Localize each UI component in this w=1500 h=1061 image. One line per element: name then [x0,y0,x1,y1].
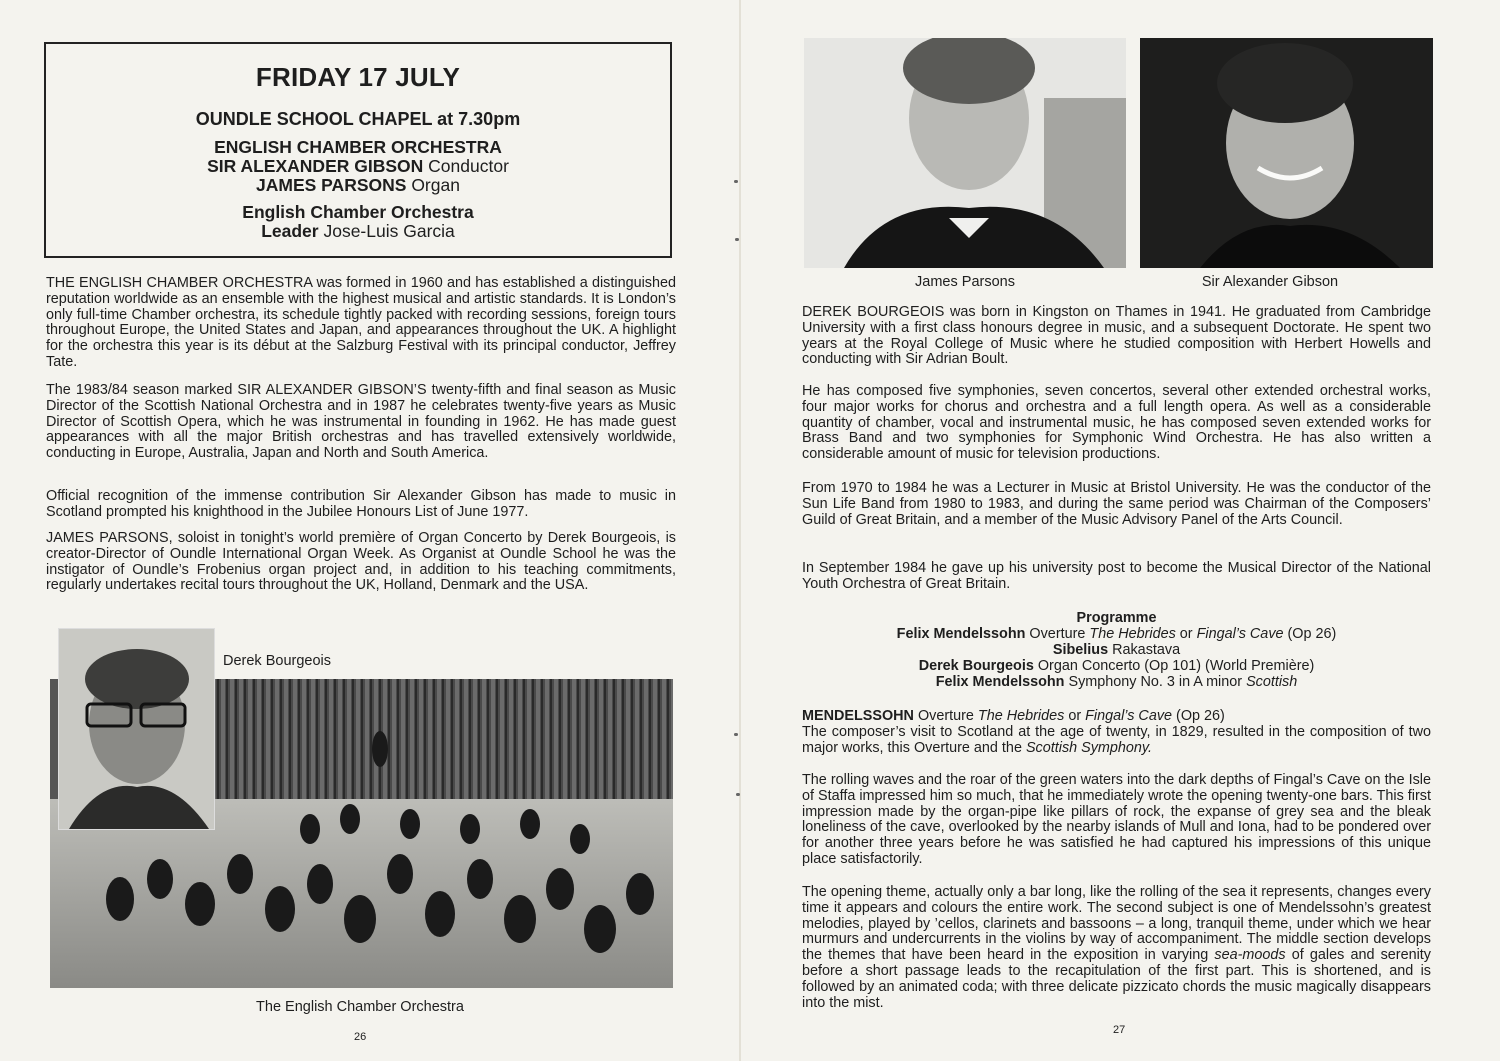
concert-header-box [44,42,672,258]
theme-text-em: sea-moods [1214,947,1286,964]
notes-heading: MENDELSSOHN [802,708,914,724]
notes-h-or: or [1068,708,1082,724]
binding-mark [736,793,740,796]
bourgeois-photo-image [59,629,214,829]
gibson-paragraph: The 1983/84 season marked SIR ALEXANDER GIBSON’S twenty-fifth and final season as Music Director of the Scottish National Orchestra and in 1987 he celebrates twenty-five years as Music Director of Scottish Opera, which he was instrumental in founding in 1962. He has made guest appearances with all the major British orchestras and has travelled extensively worldwide, conducting in Europe, Australia, Japan and North and South America. [46,382,676,462]
item2-composer: Sibelius [1052,642,1109,658]
ensemble-name: English Chamber Orchestra [242,202,474,222]
orchestra-caption: The English Chamber Orchestra [256,999,464,1015]
item1-title1: The Hebrides [1089,626,1176,642]
fingals-cave-paragraph: The rolling waves and the roar of the green waters into the dark depths of Fingal’s Cave on the Isle of Staffa impressed him so much, that he immediately wrote the opening twenty-one bars. This first impression made by the organ-pipe like pillars of rock, the expanse of grey sea and the bleak loneliness of the cave, overlooked by the nearby islands of Mull and Iona, had to be pondered over for another three years before he was satisfied he had captured his impressions of this unique place satisfactorily. [802,772,1431,867]
bourgeois-photo [58,628,215,830]
notes-intro-title: Scottish Symphony. [1025,739,1153,756]
item1-pre: Overture [1029,626,1086,642]
item1-or: or [1179,626,1193,642]
item3-composer: Derek Bourgeois [918,658,1034,674]
conductor-role: Conductor [428,156,509,176]
item4-subtitle: Scottish [1246,674,1298,690]
knighthood-paragraph: Official recognition of the immense contribution Sir Alexander Gibson has made to music in Scotland prompted his knighthood in the Jubilee Honours List of June 1977. [46,488,676,520]
orchestra-name: ENGLISH CHAMBER ORCHESTRA [214,137,502,157]
item1-opus: (Op 26) [1287,626,1337,642]
parsons-caption: James Parsons [915,274,1015,290]
concert-venue: OUNDLE SCHOOL CHAPEL at 7.30pm [195,109,521,129]
concert-date-title: FRIDAY 17 JULY [255,62,461,92]
leader-name: Jose-Luis Garcia [323,221,455,241]
programme-item-3 [802,658,1431,674]
item1-composer: Felix Mendelssohn [896,626,1026,642]
theme-text-a: The opening theme, actually only a bar long, like the rolling of the sea it represents, changes every time it appears and colours the entire work. The second subject is one of Mendelssohn’s greatest melodies, played by ’cellos, clarinets and bassoons – a long, tranquil theme, under which we hear murmurs and undercurrents in the violins by way of accompaniment. The middle section develops the themes that have been heard in the exposition in varying [802,884,1431,964]
parsons-photo [804,38,1126,268]
page-number-right: 27 [1113,1024,1126,1036]
parsons-photo-image [804,38,1126,268]
programme-item-1 [802,626,1431,642]
page-number-left: 26 [354,1031,367,1043]
notes-h-opus: (Op 26) [1176,708,1225,724]
notes-h-pre: Overture [917,708,974,724]
item3-work: Organ Concerto (Op 101) (World Première) [1037,658,1315,674]
gibson-photo [1140,38,1433,268]
compositions-paragraph: He has composed five symphonies, seven concertos, several other extended orchestral works, four major works for chorus and orchestra and a full length opera. As well as a considerable quantity of chamber, vocal and instrumental music, he has composed seven extended works for Brass Band and two symphonies for Symphonic Wind Orchestra. He has also written a considerable amount of music for television productions. [802,383,1431,463]
programme-heading: Programme [1076,610,1157,626]
notes-h-title2: Fingal’s Cave [1085,708,1173,724]
gibson-caption: Sir Alexander Gibson [1201,274,1339,290]
item2-work: Rakastava [1112,642,1181,658]
organist-name: JAMES PARSONS [256,175,407,195]
parsons-paragraph: JAMES PARSONS, soloist in tonight’s world première of Organ Concerto by Derek Bourgeois, is creator-Director of Oundle International Organ Week. As Organist at Oundle School he was the instigator of Oundle’s Frobenius organ project and, in addition to his teaching commitments, regularly undertakes recital tours throughout the UK, Holland, Denmark and the USA. [46,530,676,594]
leader-label: Leader [261,221,319,241]
item1-title2: Fingal’s Cave [1196,626,1284,642]
programme-item-4 [802,674,1431,690]
mendelssohn-intro [802,709,1431,756]
leader-line [46,222,670,241]
item4-work: Symphony No. 3 in A minor [1068,674,1243,690]
bourgeois-bio-paragraph: DEREK BOURGEOIS was born in Kingston on Thames in 1941. He graduated from Cambridge University with a first class honours degree in music, and a subsequent Doctorate. He spent two years at the Royal College of Music where he studied composition with Herbert Howells and conducting with Sir Adrian Boult. [802,304,1431,368]
organist-role: Organ [411,175,460,195]
notes-h-title1: The Hebrides [977,708,1065,724]
conductor-line [46,157,670,176]
opening-theme-paragraph [802,885,1431,1011]
organist-line [46,176,670,195]
page-spine [739,0,741,1061]
career-paragraph: From 1970 to 1984 he was a Lecturer in Music at Bristol University. He was the conductor of the Sun Life Band from 1980 to 1983, and during the same period was Chairman of the Composers’ Guild of Great Britain, and a member of the Music Advisory Panel of the Arts Council. [802,480,1431,528]
eco-paragraph: THE ENGLISH CHAMBER ORCHESTRA was formed in 1960 and has established a distinguished reputation worldwide as an ensemble with the highest musical and artistic standards. It is London’s only full-time Chamber orchestra, its schedule tightly packed with recording sessions, foreign tours throughout Europe, the United States and Japan, and appearances throughout the UK. A highlight for the orchestra this year is its début at the Salzburg Festival with its principal conductor, Jeffrey Tate. [46,275,676,370]
gibson-photo-image [1140,38,1433,268]
notes-intro-text: The composer’s visit to Scotland at the age of twenty, in 1829, resulted in the composition of two major works, this Overture and the [802,723,1431,756]
binding-mark [735,238,739,241]
binding-mark [734,733,738,736]
theme-text-b: of gales and serenity before a short passage leads to the recapitulation of the first part. This is shortened, and is followed by an animated coda; with three delicate pizzicato chords the music magically disappears into the mist. [802,947,1432,1011]
bourgeois-caption: Derek Bourgeois [223,653,331,669]
programme-item-2 [802,642,1431,658]
item4-composer: Felix Mendelssohn [935,674,1065,690]
programme-list [802,610,1431,690]
binding-mark [734,180,738,183]
nyo-paragraph: In September 1984 he gave up his university post to become the Musical Director of the National Youth Orchestra of Great Britain. [802,560,1431,592]
conductor-name: SIR ALEXANDER GIBSON [207,156,424,176]
